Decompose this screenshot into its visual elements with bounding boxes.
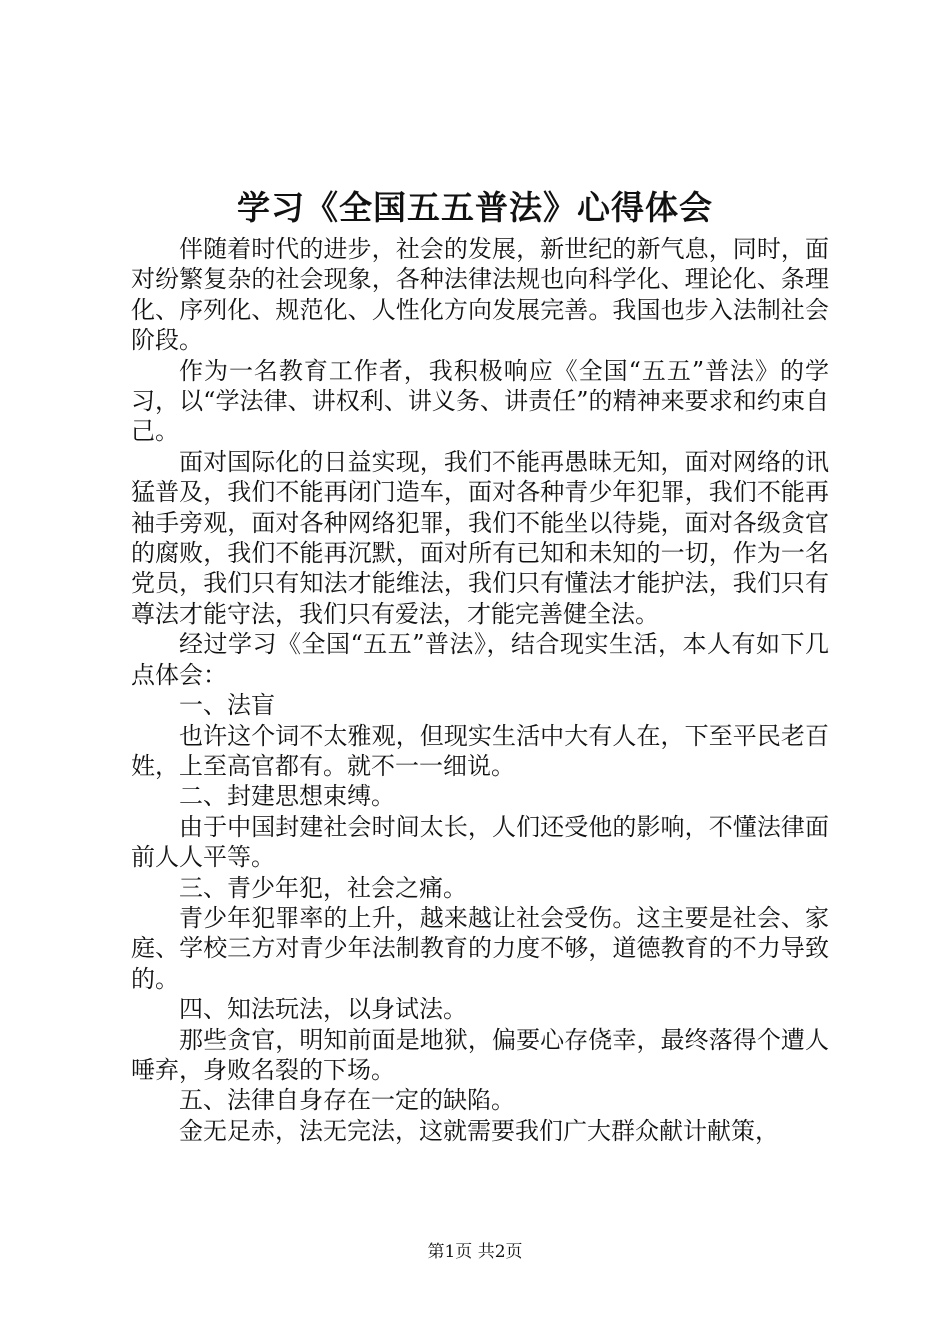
section-heading: 一、法盲 — [179, 691, 275, 720]
paragraph: 伴随着时代的进步，社会的发展，新世纪的新气息，同时，面对纷繁复杂的社会现象，各种法律法规也向科学化、理论化、条理化、序列化、规范化、人性化方向发展完善。我国也步入法制社会阶段。 — [131, 235, 829, 355]
paragraph: 经过学习《全国“五五”普法》，结合现实生活，本人有如下几点体会： — [131, 630, 829, 689]
document-body — [131, 234, 829, 1146]
section-heading: 四、知法玩法，以身试法。 — [179, 995, 467, 1024]
paragraph: 金无足赤，法无完法，这就需要我们广大群众献计献策， — [179, 1116, 779, 1145]
paragraph: 青少年犯罪率的上升，越来越让社会受伤。这主要是社会、家庭、学校三方对青少年法制教育的力度不够，道德教育的不力导致的。 — [131, 903, 829, 993]
paragraph: 作为一名教育工作者，我积极响应《全国“五五”普法》的学习，以“学法律、讲权利、讲义务、讲责任”的精神来要求和约束自己。 — [131, 356, 829, 446]
section-heading: 三、青少年犯，社会之痛。 — [179, 873, 467, 902]
paragraph: 那些贪官，明知前面是地狱，偏要心存侥幸，最终落得个遭人唾弃，身败名裂的下场。 — [131, 1025, 829, 1084]
paragraph: 面对国际化的日益实现，我们不能再愚昧无知，面对网络的讯猛普及，我们不能再闭门造车，面对各种青少年犯罪，我们不能再袖手旁观，面对各种网络犯罪，我们不能坐以待毙，面对各级贪官的腐败，我们不能再沉默，面对所有已知和未知的一切，作为一名党员，我们只有知法才能维法，我们只有懂法才能护法，我们只有尊法才能守法，我们只有爱法，才能完善健全法。 — [131, 447, 829, 628]
section-heading: 二、封建思想束缚。 — [179, 782, 395, 811]
section-heading: 五、法律自身存在一定的缺陷。 — [179, 1086, 515, 1115]
paragraph: 由于中国封建社会时间太长，人们还受他的影响，不懂法律面前人人平等。 — [131, 812, 829, 872]
page-footer: 第1页 共2页 — [427, 1242, 523, 1262]
paragraph: 也许这个词不太雅观，但现实生活中大有人在，下至平民老百姓，上至高官都有。就不一一细说。 — [131, 721, 829, 780]
document-title: 学习《全国五五普法》心得体会 — [237, 188, 713, 227]
